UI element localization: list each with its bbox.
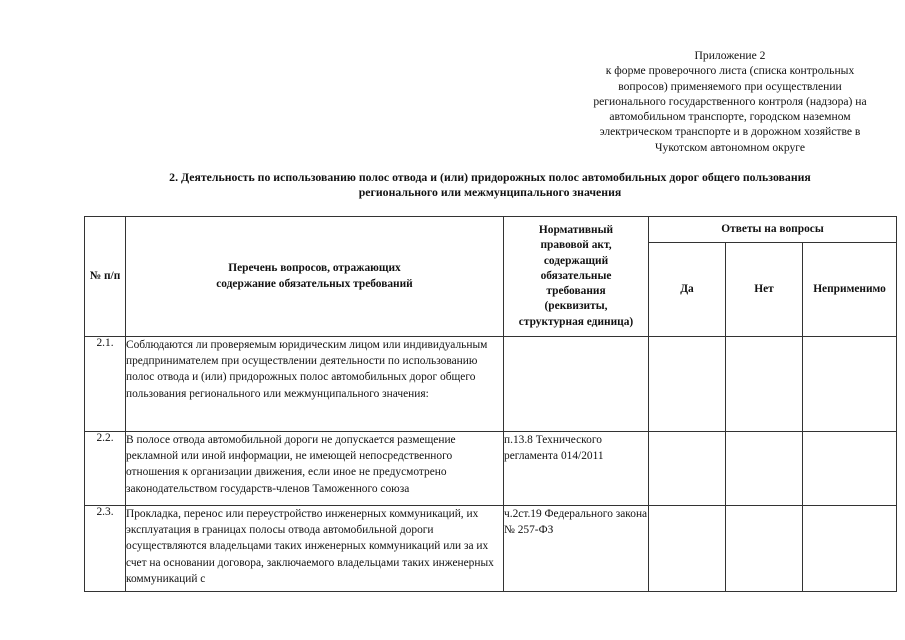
answer-not-applicable-cell[interactable]: [803, 506, 897, 592]
header-number: № п/п: [85, 217, 126, 337]
row-number: 2.3.: [85, 506, 126, 592]
row-question: [126, 506, 504, 592]
row-normative: ч.2ст.19 Федерального закона № 257-ФЗ: [504, 506, 649, 592]
section-title: [60, 170, 905, 200]
table-row: [85, 432, 897, 506]
header-row: [85, 217, 897, 243]
appendix-line: автомобильном транспорте, городском наземном: [609, 110, 851, 124]
header-not-applicable: Неприменимо: [803, 243, 897, 337]
row-question-text: Прокладка, перенос или переустройство инженерных коммуникаций, их эксплуатация в границах полосы отвода автомобильной дороги осуществляются владельцами таких инженерных коммуникаций или за их счет на основании договора, заключаемого владельцами таких инженерных коммуникаций с: [126, 508, 494, 585]
appendix-line: Чукотском автономном округе: [654, 140, 806, 154]
appendix-line: к форме проверочного листа (списка контрольных: [605, 64, 855, 78]
appendix-line: электрическом транспорте и в дорожном хозяйстве в: [599, 125, 861, 139]
header-yes: Да: [649, 243, 726, 337]
table-row: [85, 337, 897, 432]
header-questions-text: Перечень вопросов, отражающих содержание обязательных требований: [216, 262, 413, 290]
answer-yes-cell[interactable]: [649, 506, 726, 592]
checklist-table: [84, 216, 897, 592]
section-title-line-2: регионального или межмунципального значения: [358, 185, 622, 199]
row-normative: п.13.8 Технического регламента 014/2011: [504, 432, 649, 506]
header-normative: [504, 217, 649, 337]
row-question: Соблюдаются ли проверяемым юридическим лицом или индивидуальным предпринимателем при осуществлении деятельности по использованию полос отвода и (или) придорожных полос автомобильных дорог общего пользования регионального или межмунципального значения:: [126, 337, 504, 432]
answer-yes-cell[interactable]: [649, 432, 726, 506]
table-row: [85, 506, 897, 592]
appendix-line: регионального государственного контроля (надзора) на: [593, 94, 867, 108]
answer-not-applicable-cell[interactable]: [803, 337, 897, 432]
row-question: В полосе отвода автомобильной дороги не допускается размещение рекламной или иной информации, не имеющей непосредственного отношения к организации движения, если иное не предусмотрено законодательством государств-членов Таможенного союза: [126, 432, 504, 506]
answer-no-cell[interactable]: [726, 506, 803, 592]
appendix-header: [560, 48, 900, 155]
row-number: 2.1.: [85, 337, 126, 432]
answer-not-applicable-cell[interactable]: [803, 432, 897, 506]
header-no: Нет: [726, 243, 803, 337]
header-answers: Ответы на вопросы: [649, 217, 897, 243]
section-title-line-1: 2. Деятельность по использованию полос отвода и (или) придорожных полос автомобильных дорог общего пользования: [169, 170, 811, 184]
answer-no-cell[interactable]: [726, 337, 803, 432]
answer-no-cell[interactable]: [726, 432, 803, 506]
header-normative-text: Нормативный правовой акт, содержащий обязательные требования (реквизиты, структурная единица): [518, 224, 634, 328]
answer-yes-cell[interactable]: [649, 337, 726, 432]
header-questions: [126, 217, 504, 337]
row-number: 2.2.: [85, 432, 126, 506]
appendix-line: Приложение 2: [694, 49, 766, 62]
row-normative: [504, 337, 649, 432]
appendix-line: вопросов) применяемого при осуществлении: [618, 79, 842, 93]
